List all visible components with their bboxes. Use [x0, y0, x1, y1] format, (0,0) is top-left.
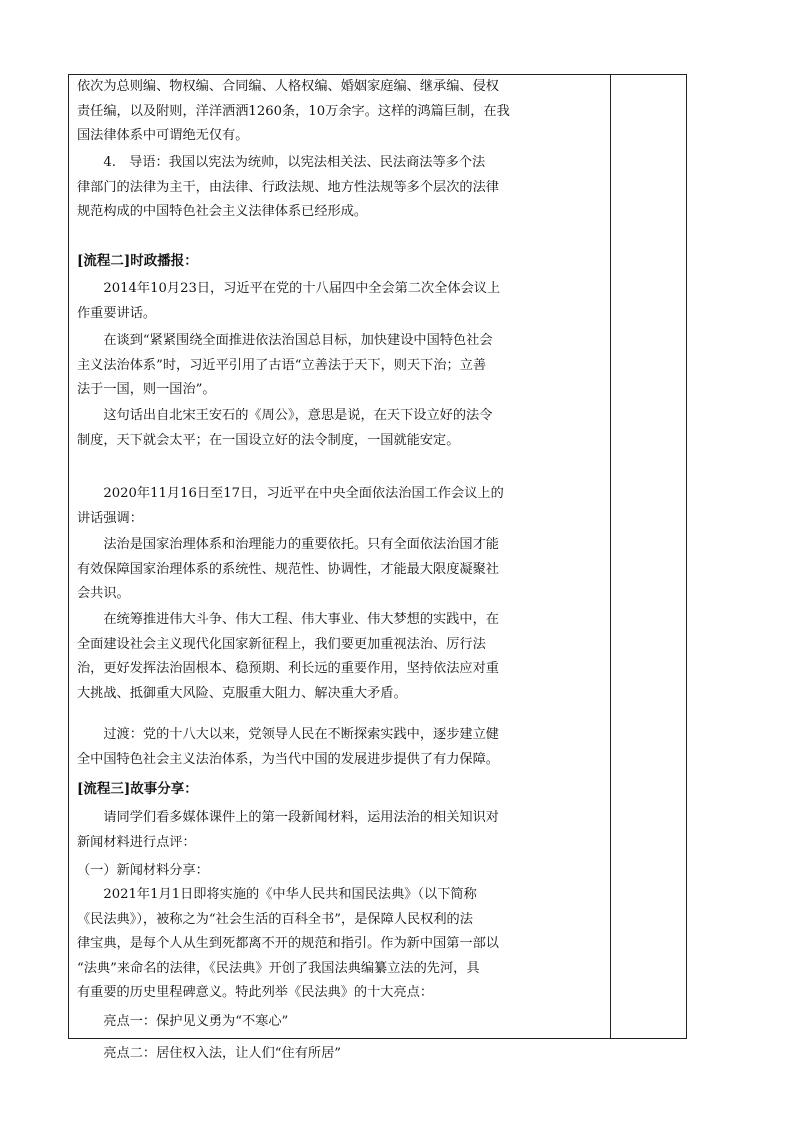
paragraph-civil-code: 2021年1月1日即将实施的《中华人民共和国民法典》（以下简称 《民法典》），被称之为“社会生活的百科全书”，是保障人民权利的法 律宝典，是每个人从生到死都离不开的规范和指引。作为新中国第一部以 “法典”来命名的法律，《民法典》开创了我国法典编纂立法的先河，具 有重要的历史里程碑意义。特此列举《民法典》的十大亮点：: [77, 887, 499, 1000]
paragraph-wanganshi: 这句话出自北宋王安石的《周公》，意思是说，在天下设立好的法令 制度，天下就会太平；在一国设立好的法令制度，一国就能安定。: [77, 408, 493, 448]
heading-process-three: [流程三]故事分享：: [77, 781, 198, 797]
highlight-two: 亮点二：居住权入法，让人们“住有所居”: [77, 1046, 342, 1061]
paragraph-transition: 过渡：党的十八大以来，党领导人民在不断探索实践中，逐步建立健 全中国特色社会主义法治体系，为当代中国的发展进步提供了有力保障。: [77, 727, 499, 767]
paragraph-code-structure: 依次为总则编、物权编、合同编、人格权编、婚姻家庭编、继承编、侵权 责任编，以及附则，洋洋洒洒1260条，10万余字。这样的鸿篇巨制，在我 国法律体系中可谓绝无仅有。: [77, 79, 510, 143]
heading-process-two: [流程二]时政播报：: [77, 253, 198, 269]
paragraph-great-struggle: 在统筹推进伟大斗争、伟大工程、伟大事业、伟大梦想的实践中，在 全面建设社会主义现代化国家新征程上，我们要更加重视法治、厉行法 治，更好发挥法治固根本、稳预期、利长远的重要作用，坚持依法应对重 大挑战、抵御重大风险、克服重大阻力、解决重大矛盾。: [77, 612, 499, 701]
column-divider: [610, 75, 611, 1038]
paragraph-quote: 在谈到“紧紧围绕全面推进依法治国总目标，加快建设中国特色社会 主义法治体系”时，习近平引用了古语“立善法于天下，则天下治；立善 法于一国，则一国治”。: [77, 333, 493, 397]
paragraph-media-prompt: 请同学们看多媒体课件上的第一段新闻材料，运用法治的相关知识对 新闻材料进行点评：: [77, 810, 499, 850]
lesson-table: [68, 74, 687, 1061]
paragraph-rule-of-law: 法治是国家治理体系和治理能力的重要依托。只有全面依法治国才能 有效保障国家治理体系的系统性、规范性、协调性，才能最大限度凝聚社 会共识。: [77, 537, 499, 601]
paragraph-2020-speech: 2020年11月16日至17日，习近平在中央全面依法治国工作会议上的 讲话强调：: [77, 486, 504, 526]
paragraph-news-heading: （一）新闻材料分享：: [77, 863, 209, 878]
paragraph-2014-speech: 2014年10月23日，习近平在党的十八届四中全会第二次全体会议上 作重要讲话。: [77, 281, 501, 321]
paragraph-intro-4: 4. 导语：我国以宪法为统帅，以宪法相关法、民法商法等多个法 律部门的法律为主干，由法律、行政法规、地方性法规等多个层次的法律 规范构成的中国特色社会主义法律体系已经形成。: [77, 155, 499, 219]
highlight-one: 亮点一：保护见义勇为“不寒心”: [77, 1014, 289, 1029]
